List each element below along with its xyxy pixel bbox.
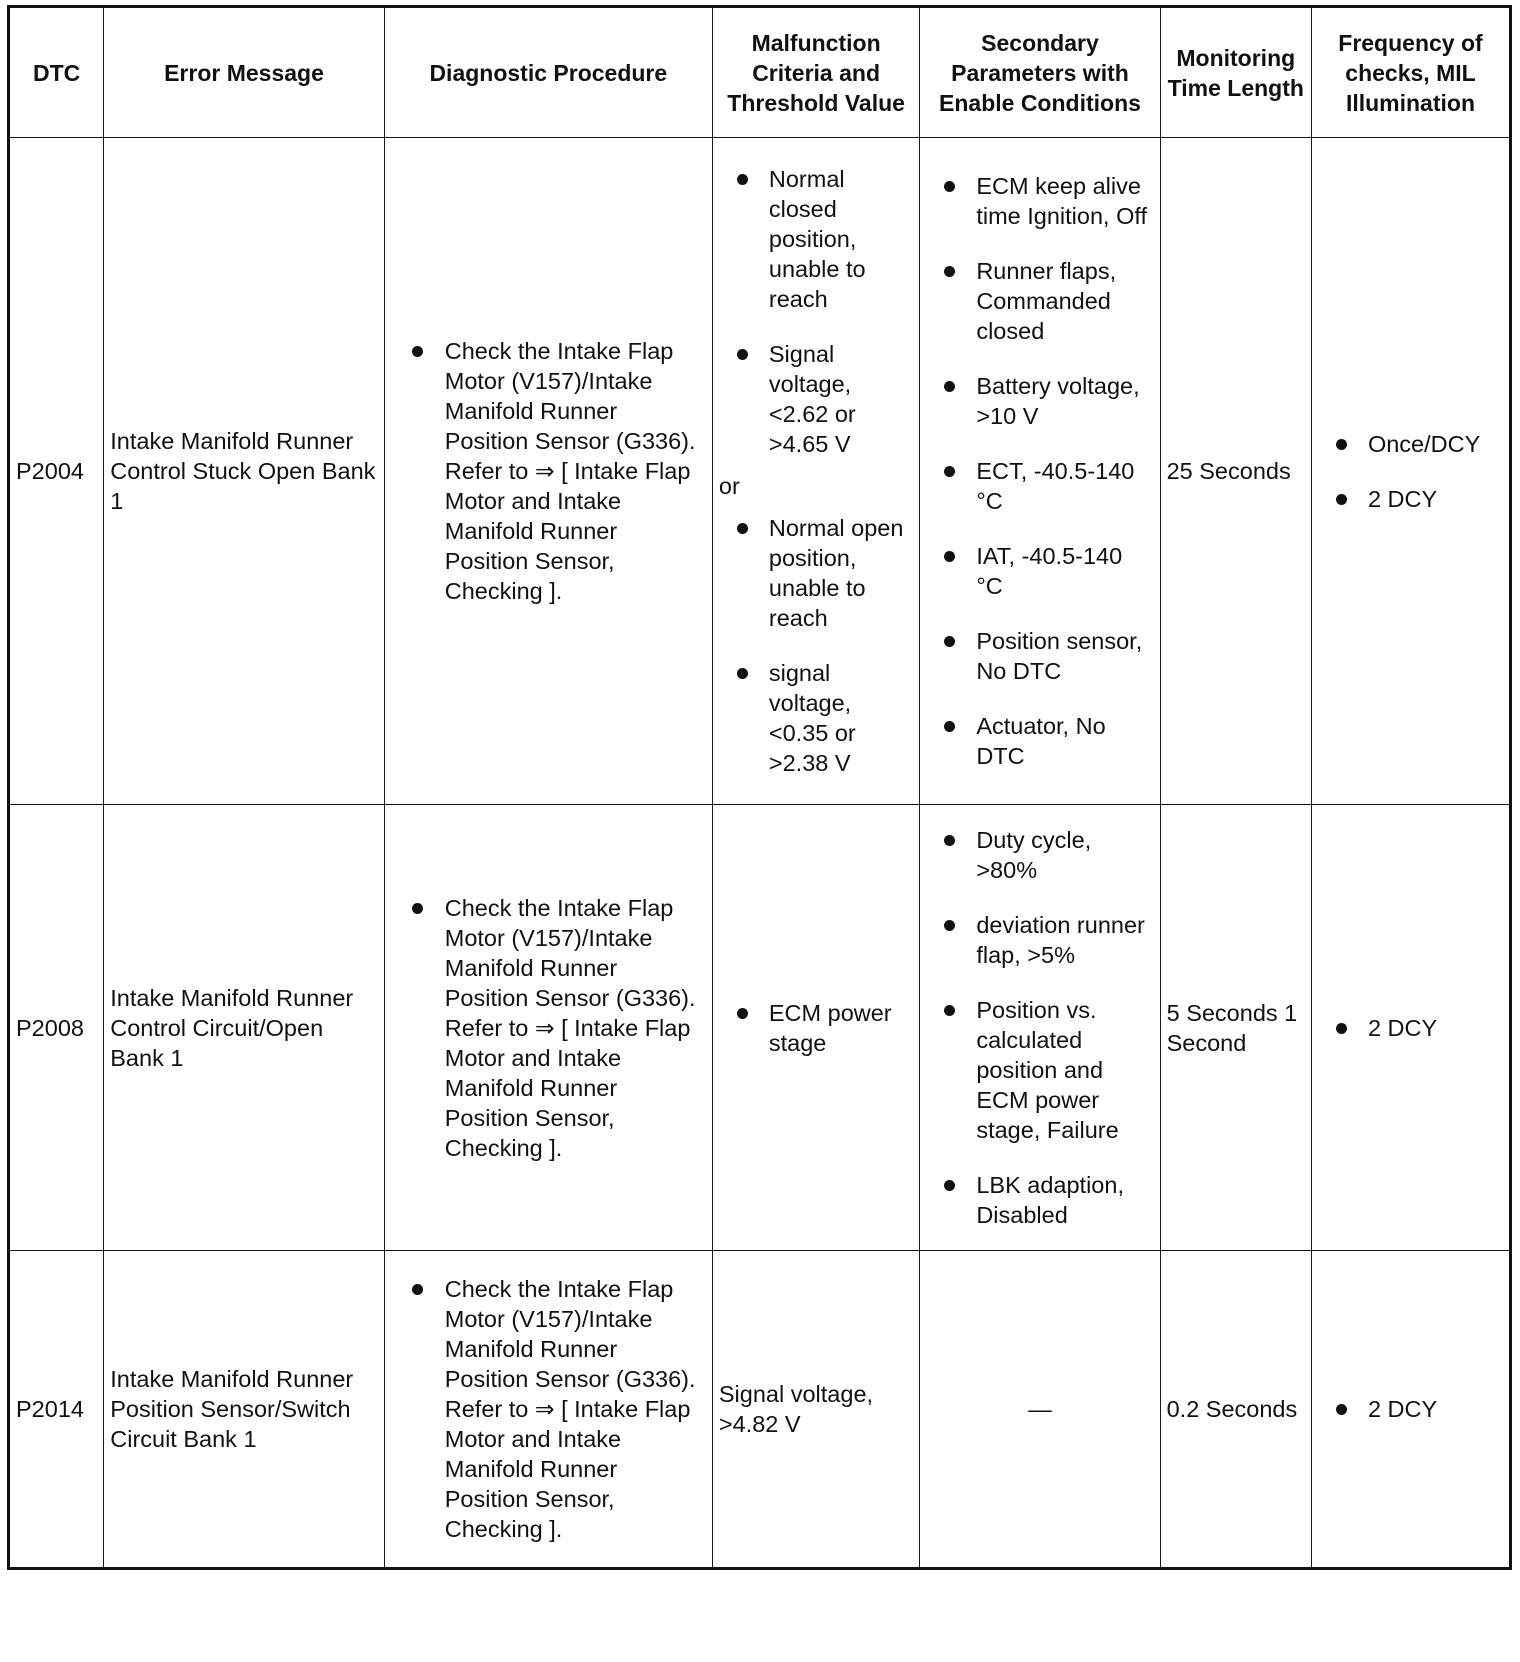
dtc-code: P2014 <box>9 1251 104 1569</box>
monitoring-time: 25 Seconds <box>1160 138 1311 805</box>
criteria-item: Signal voltage, <2.62 or >4.65 V <box>719 339 913 459</box>
secondary-item: Runner flaps, Commanded closed <box>926 256 1153 346</box>
header-monitoring-time: Monitoring Time Length <box>1160 7 1311 138</box>
monitoring-time: 5 Seconds 1 Second <box>1160 805 1311 1251</box>
procedure-item: Check the Intake Flap Motor (V157)/Intake Manifold Runner Position Sensor (G336). Refer to ⇒ [ Intake Flap Motor and Intake Manifold Runner Position Sensor, Checking ]. <box>391 893 706 1163</box>
criteria-item: signal voltage, <0.35 or >2.38 V <box>719 658 913 778</box>
frequency-item: 2 DCY <box>1318 1013 1503 1043</box>
table-row <box>9 138 1511 805</box>
diagnostic-procedure <box>384 805 712 1251</box>
malfunction-criteria <box>712 138 919 805</box>
procedure-item: Check the Intake Flap Motor (V157)/Intake Manifold Runner Position Sensor (G336). Refer to ⇒ [ Intake Flap Motor and Intake Manifold Runner Position Sensor, Checking ]. <box>391 336 706 606</box>
frequency-item: 2 DCY <box>1318 484 1503 514</box>
secondary-parameters <box>920 805 1160 1251</box>
dtc-code: P2004 <box>9 138 104 805</box>
secondary-item: IAT, -40.5-140 °C <box>926 541 1153 601</box>
header-diagnostic-procedure: Diagnostic Procedure <box>384 7 712 138</box>
header-row <box>9 7 1511 138</box>
frequency-item: Once/DCY <box>1318 429 1503 459</box>
header-dtc: DTC <box>9 7 104 138</box>
error-message: Intake Manifold Runner Control Circuit/Open Bank 1 <box>104 805 385 1251</box>
secondary-parameters: — <box>920 1251 1160 1569</box>
secondary-item: ECM keep alive time Ignition, Off <box>926 171 1153 231</box>
secondary-item: Position vs. calculated position and ECM power stage, Failure <box>926 995 1153 1145</box>
criteria-item: ECM power stage <box>719 998 913 1058</box>
diagnostic-procedure <box>384 138 712 805</box>
secondary-item: ECT, -40.5-140 °C <box>926 456 1153 516</box>
frequency <box>1311 805 1510 1251</box>
table-row <box>9 1251 1511 1569</box>
criteria-or: or <box>718 473 740 499</box>
criteria-item: Normal open position, unable to reach <box>719 513 913 633</box>
procedure-item: Check the Intake Flap Motor (V157)/Intake Manifold Runner Position Sensor (G336). Refer to ⇒ [ Intake Flap Motor and Intake Manifold Runner Position Sensor, Checking ]. <box>391 1274 706 1544</box>
table-row <box>9 805 1511 1251</box>
header-error-message: Error Message <box>104 7 385 138</box>
secondary-item: LBK adaption, Disabled <box>926 1170 1153 1230</box>
secondary-item: Position sensor, No DTC <box>926 626 1153 686</box>
secondary-parameters <box>920 138 1160 805</box>
secondary-item: Battery voltage, >10 V <box>926 371 1153 431</box>
header-malfunction-criteria: Malfunction Criteria and Threshold Value <box>712 7 919 138</box>
criteria-item: Normal closed position, unable to reach <box>719 164 913 314</box>
frequency <box>1311 138 1510 805</box>
header-secondary-parameters: Secondary Parameters with Enable Conditions <box>920 7 1160 138</box>
secondary-item: Actuator, No DTC <box>926 711 1153 771</box>
dtc-code: P2008 <box>9 805 104 1251</box>
malfunction-criteria <box>712 805 919 1251</box>
error-message: Intake Manifold Runner Position Sensor/Switch Circuit Bank 1 <box>104 1251 385 1569</box>
header-frequency: Frequency of checks, MIL Illumination <box>1311 7 1510 138</box>
error-message: Intake Manifold Runner Control Stuck Open Bank 1 <box>104 138 385 805</box>
secondary-item: Duty cycle, >80% <box>926 825 1153 885</box>
secondary-item: deviation runner flap, >5% <box>926 910 1153 970</box>
dtc-table <box>7 5 1512 1570</box>
frequency-item: 2 DCY <box>1318 1394 1503 1424</box>
diagnostic-procedure <box>384 1251 712 1569</box>
monitoring-time: 0.2 Seconds <box>1160 1251 1311 1569</box>
frequency <box>1311 1251 1510 1569</box>
malfunction-criteria: Signal voltage, >4.82 V <box>712 1251 919 1569</box>
